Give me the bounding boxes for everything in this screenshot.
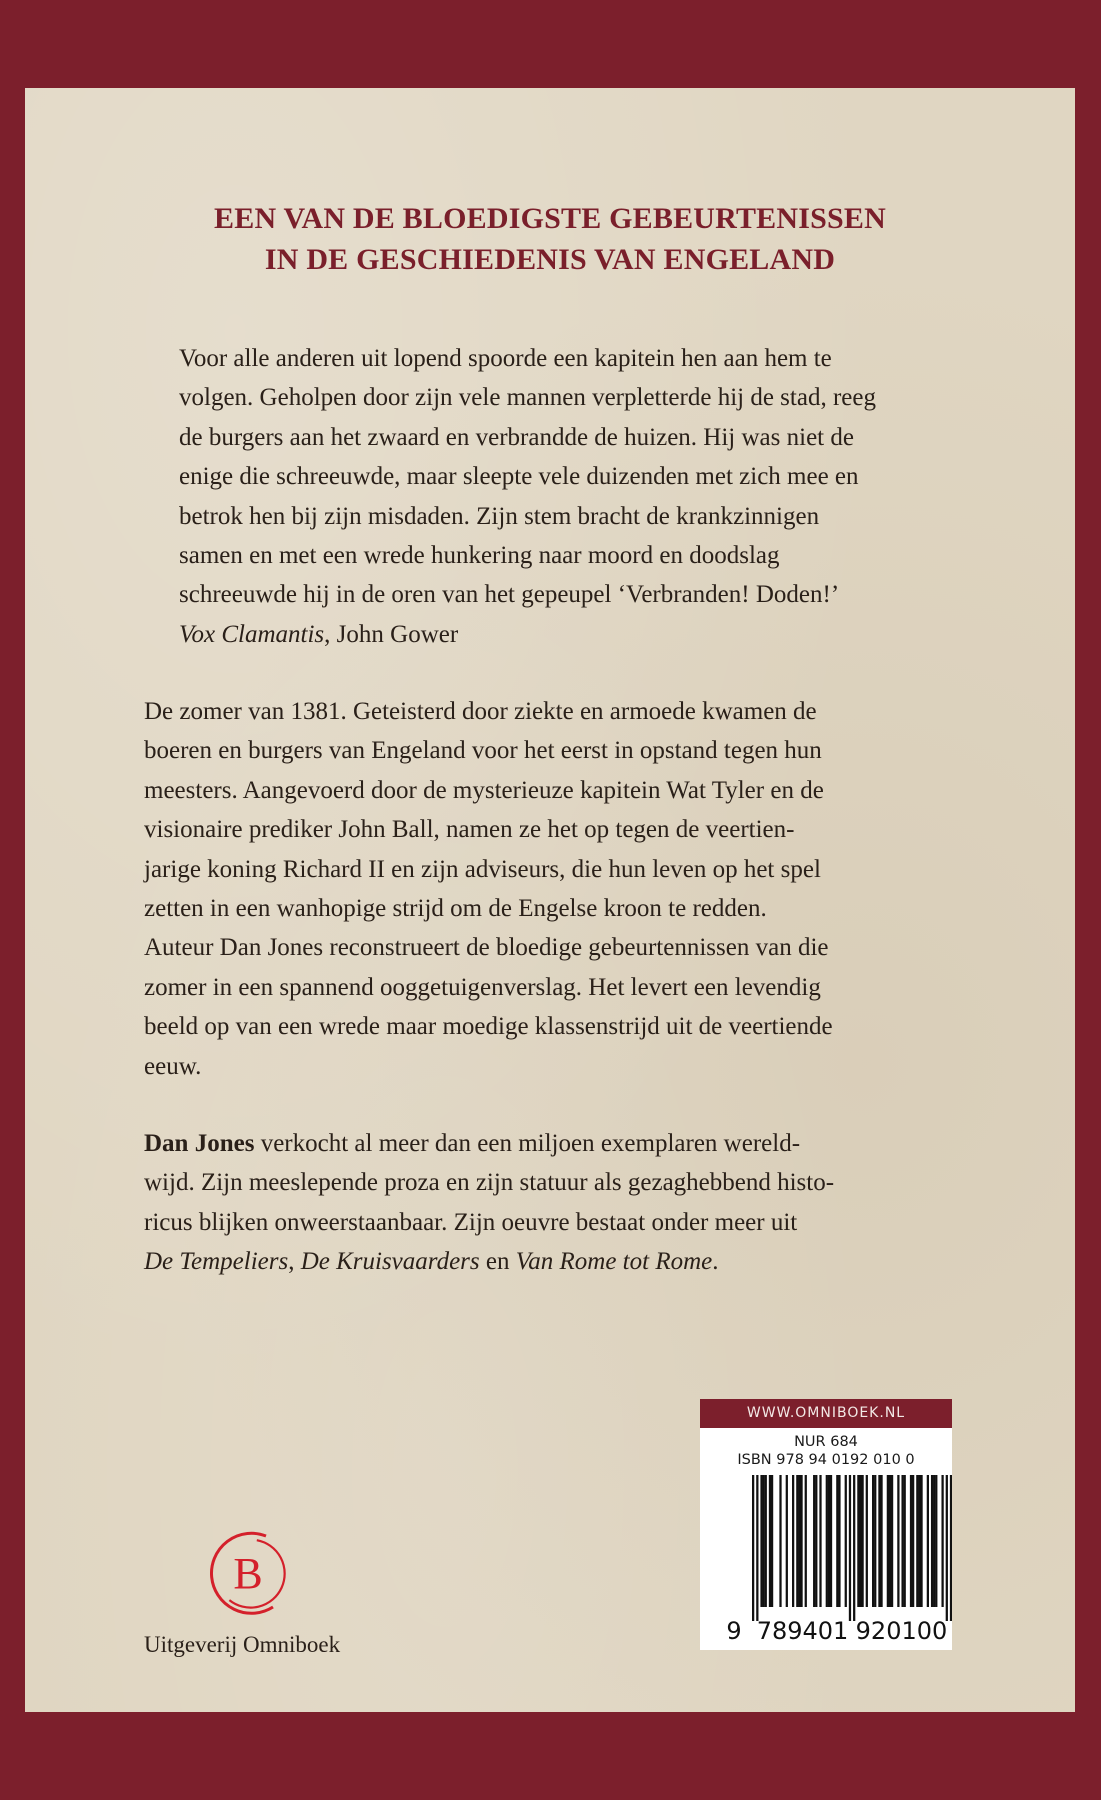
barcode-icon: [700, 1475, 952, 1645]
separator: en: [479, 1248, 516, 1276]
book-title: Van Rome tot Rome: [515, 1248, 713, 1276]
epigraph-quote: [179, 339, 969, 654]
summary-line: visionaire prediker John Ball, namen ze het op tegen de veertien-: [144, 816, 795, 844]
headline-line-1: EEN VAN DE BLOEDIGSTE GEBEURTENISSEN: [214, 202, 886, 235]
quote-source-author: , John Gower: [324, 620, 459, 648]
back-cover-panel: [25, 88, 1075, 1712]
publisher-name: Uitgeverij Omniboek: [144, 1632, 341, 1657]
isbn-number: ISBN 978 94 0192 010 0: [737, 1452, 915, 1468]
book-title: De Tempeliers: [144, 1248, 289, 1276]
quote-source-title: Vox Clamantis: [179, 620, 325, 648]
author-bio-paragraph: [144, 1124, 964, 1282]
quote-attribution: [179, 615, 969, 654]
quote-line: betrok hen bij zijn misdaden. Zijn stem bracht de krankzinnigen: [179, 502, 820, 530]
bio-text: verkocht al meer dan een miljoen exemplaren wereld-: [254, 1130, 801, 1157]
headline: [25, 198, 1075, 280]
bio-line: [144, 1124, 964, 1163]
quote-line: volgen. Geholpen door zijn vele mannen verpletterde hij de stad, reeg: [179, 384, 876, 412]
summary-line: jarige koning Richard II en zijn adviseurs, die hun leven op het spel: [144, 855, 821, 883]
summary-line: beeld op van een wrede maar moedige klassenstrijd uit de veertiende: [144, 1013, 833, 1041]
omniboek-logo-icon: [203, 1528, 293, 1618]
svg-text:9: 9: [726, 1617, 742, 1645]
svg-text:789401: 789401: [756, 1617, 849, 1645]
nur-code: NUR 684: [794, 1434, 858, 1450]
quote-line: samen en met een wrede hunkering naar moord en doodslag: [179, 542, 780, 570]
summary-line: zomer in een spannend ooggetuigenverslag. Het levert een levendig: [144, 973, 821, 1001]
period: .: [712, 1248, 719, 1276]
summary-line: De zomer van 1381. Geteisterd door ziekte en armoede kwamen de: [144, 698, 817, 725]
bio-line: wijd. Zijn meeslepende proza en zijn statuur als gezaghebbend histo-: [144, 1169, 835, 1197]
barcode-label: [700, 1399, 952, 1650]
summary-line: zetten in een wanhopige strijd om de Engelse kroon te redden.: [144, 895, 767, 923]
headline-line-2: IN DE GESCHIEDENIS VAN ENGELAND: [264, 243, 836, 276]
separator: ,: [288, 1248, 301, 1276]
quote-line: schreeuwde hij in de oren van het gepeupel ‘Verbranden! Doden!’: [179, 581, 840, 609]
bio-line: [144, 1242, 964, 1281]
author-name: Dan Jones: [144, 1130, 255, 1157]
summary-line: boeren en burgers van Engeland voor het eerst in opstand tegen hun: [144, 737, 822, 765]
summary-line: Auteur Dan Jones reconstrueert de bloedige gebeurtennissen van die: [144, 934, 829, 962]
summary-line: meesters. Aangevoerd door de mysterieuze kapitein Wat Tyler en de: [144, 776, 824, 804]
summary-paragraph: [144, 692, 964, 1086]
logo-letter: B: [233, 1549, 263, 1598]
quote-line: enige die schreeuwde, maar sleepte vele duizenden met zich mee en: [179, 463, 859, 491]
svg-text:920100: 920100: [855, 1617, 948, 1645]
bio-line: ricus blijken onweerstaanbaar. Zijn oeuvre bestaat onder meer uit: [144, 1208, 798, 1236]
book-title: De Kruisvaarders: [300, 1248, 480, 1276]
quote-line: Voor alle anderen uit lopend spoorde een kapitein hen aan hem te: [179, 345, 832, 372]
publisher-website: WWW.OMNIBOEK.NL: [700, 1399, 952, 1428]
summary-line: eeuw.: [144, 1052, 202, 1080]
quote-line: de burgers aan het zwaard en verbrandde de huizen. Hij was niet de: [179, 423, 854, 451]
